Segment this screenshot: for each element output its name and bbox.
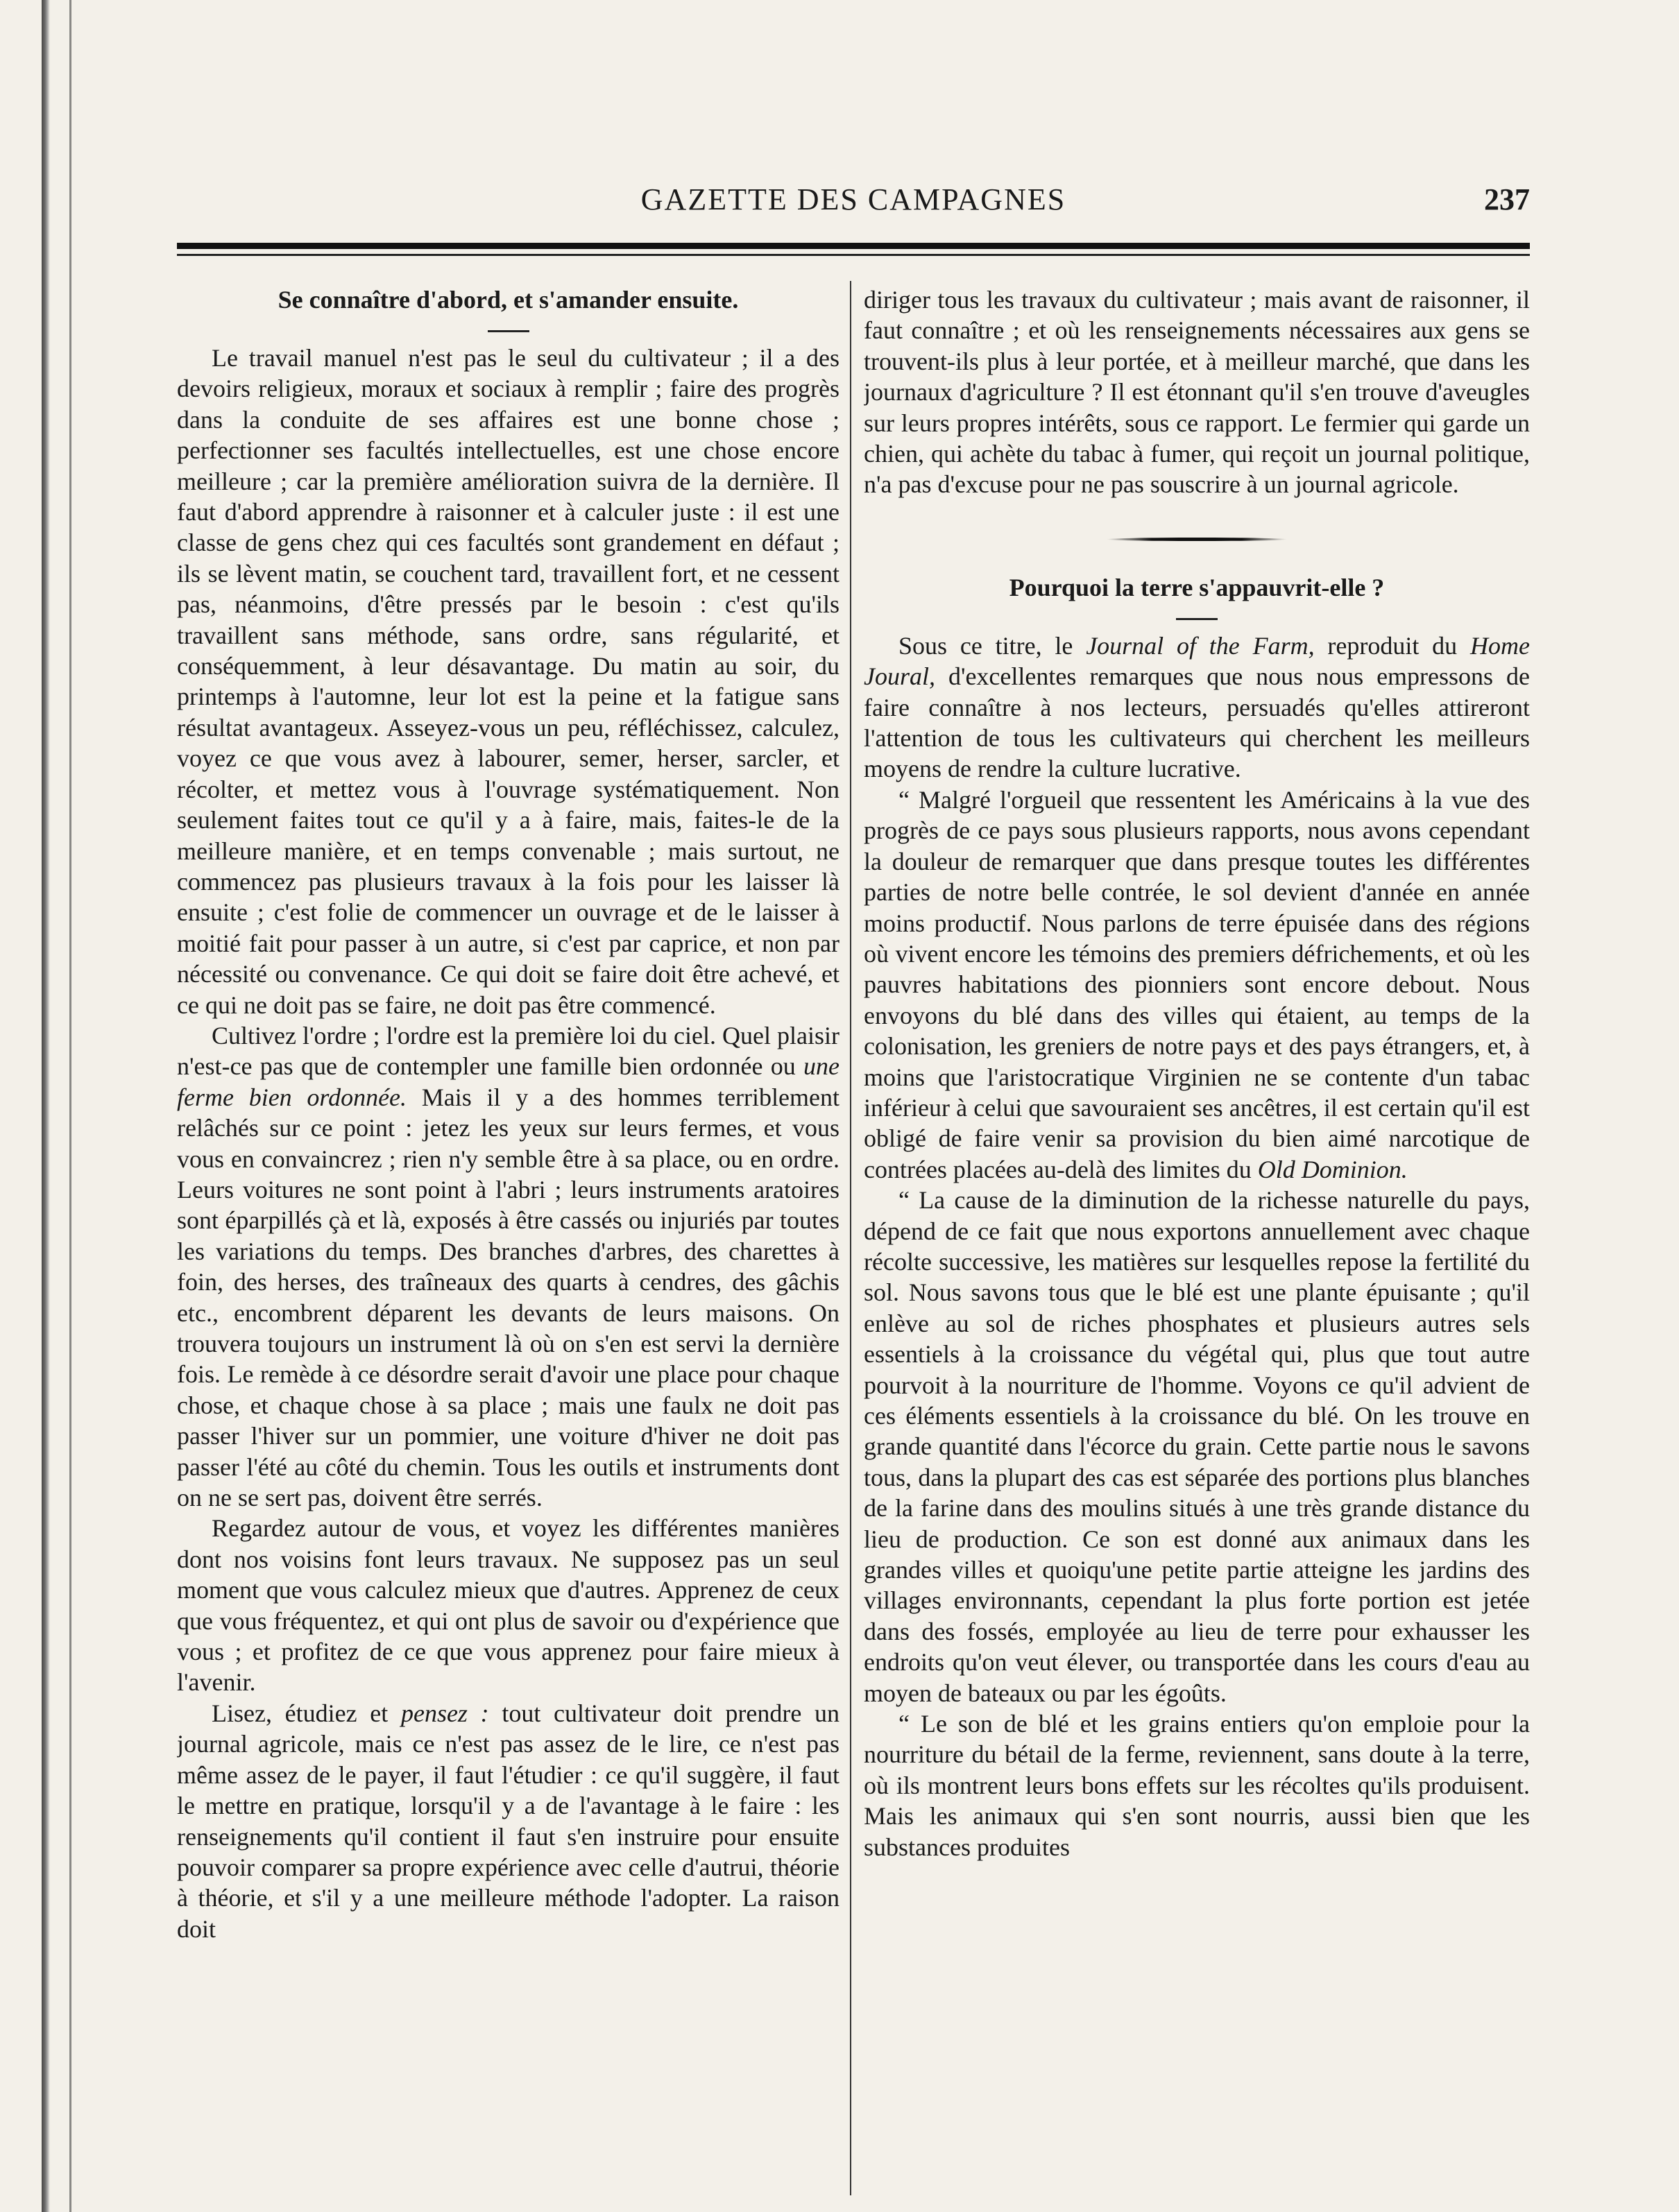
page-header [177,182,1530,223]
column-right [864,284,1530,2199]
header-rule-thin [177,254,1530,256]
header-rule-thick [177,243,1530,249]
paragraph: Regardez autour de vous, et voyez les différentes manières dont nos voisins font leurs travaux. Ne supposez pas un seul moment que vous calculez mieux que d'autres. Apprenez de ceux que vous fréquentez, et qui ont plus de savoir ou d'expérience que vous ; et profitez de ce que vous apprenez pour faire mieux à l'avenir. [177,1514,840,1697]
section-ornament-rule [864,513,1530,561]
paragraph-continued: diriger tous les travaux du cultivateur ; mais avant de raisonner, il faut connaître ; et où les renseignements nécessaires aux gens se trouvent-ils plus à leur portée, et à meilleur marché, que dans les journaux d'agriculture ? Il est étonnant qu'il s'en trouve d'aveugles sur leurs propres intérêts, sous ce rapport. Le fermier qui garde un chien, qui achète du tabac à fumer, qui reçoit un journal politique, n'a pas d'excuse pour ne pas souscrire à un journal agricole. [864,286,1530,499]
column-separator [850,281,851,2195]
paragraph: Cultivez l'ordre ; l'ordre est la première loi du ciel. Quel plaisir n'est-ce pas que de contempler une famille bien ordonnée ou une ferme bien ordonnée. Mais il y a des hommes terriblement relâchés sur ce point : jetez les yeux sur leurs fermes, et vous vous en convaincrez ; rien n'y semble être à sa place, ou en ordre. Leurs voitures ne sont point à l'abri ; leurs instruments aratoires sont éparpillés çà et là, exposés à être cassés ou injuriés par toutes les variations du temps. Des branches d'arbres, des charettes à foin, des herses, des traîneaux des quarts à cendres, des gâchis etc., encombrent déparent les devants de leurs maisons. On trouvera toujours un instrument là où on s'en est servi la dernière fois. Le remède à ce désordre serait d'avoir une place pour chaque chose, et chaque chose à sa place ; mais une faulx ne doit pas passer l'hiver sur un pommier, une voiture d'hiver ne doit pas passer l'été au côté du chemin. Tous les outils et instruments dont on ne se sert pas, doivent être serrés. [177,1021,840,1512]
paragraph: “ Malgré l'orgueil que ressentent les Américains à la vue des progrès de ce pays sous plusieurs rapports, nous avons cependant la douleur de remarquer que dans presque toutes les différentes parties de notre belle contrée, le sol devient d'année en année moins productif. Nous parlons de terre épuisée dans des régions où vivent encore les témoins des premiers défrichements, et où les pauvres habitations des pionniers sont encore debout. Nous envoyons du blé dans des villes qui étaient, au temps de la colonisation, les greniers de notre pays et des pays étrangers, et, à moins que l'aristocratique Virginien ne se contente d'un tabac inférieur à celui que savouraient ses ancêtres, il est certain qu'il est obligé de faire venir sa provision du bien aimé narcotique de contrées placées au-delà des limites du Old Dominion. [864,785,1530,1183]
page-binding-edge [42,0,50,2212]
paragraph: Lisez, étudiez et pensez : tout cultivateur doit prendre un journal agricole, mais ce n'est pas assez de le lire, ce n'est pas même assez de le payer, il faut l'étudier : ce qu'il suggère, il faut le mettre en pratique, lorsqu'il y a de l'avantage à le faire : les renseignements qu'il contient il faut s'en instruire pour ensuite pouvoir comparer sa propre expérience avec celle d'autrui, théorie à théorie, et s'il y a une meilleure méthode l'adopter. La raison doit [177,1699,840,1943]
column-left [177,284,840,2199]
running-title: GAZETTE DES CAMPAGNES [640,182,1066,216]
paragraph: “ Le son de blé et les grains entiers qu'on emploie pour la nourriture du bétail de la ferme, reviennent, sans doute à la terre, où ils montrent leurs bons effets sur les récoltes qu'ils produisent. Mais les animaux qui s'en sont nourris, aussi bien que les substances produites [864,1710,1530,1861]
title-dash [864,603,1530,631]
paragraph: Sous ce titre, le Journal of the Farm, reproduit du Home Joural, d'excellentes remarques que nous nous empressons de faire connaître à nos lecteurs, persuadés qu'elles attireront l'attention de tous les cultivateurs qui cherchent les meilleurs moyens de rendre la culture lucrative. [864,631,1530,783]
title-dash [177,315,840,343]
article-title: Se connaître d'abord, et s'amander ensuite. [278,286,739,314]
page-binding-line [69,0,71,2212]
paragraph: Le travail manuel n'est pas le seul du cultivateur ; il a des devoirs religieux, moraux et sociaux à remplir ; faire des progrès dans la conduite de ses affaires est une bonne chose ; perfectionner ses facultés intellectuelles, est une chose encore meilleure ; car la première amélioration suivra de la dernière. Il faut d'abord apprendre à raisonner et à calculer juste : il est une classe de gens chez qui ces facultés sont grandement en défaut ; ils se lèvent matin, se couchent tard, travaillent fort, et ne cessent pas, néanmoins, d'être pressés par le besoin : c'est qu'ils travaillent sans méthode, sans ordre, sans régularité, et conséquemment, à leur désavantage. Du matin au soir, du printemps à l'automne, leur lot est la peine et la fatigue sans résultat avantageux. Asseyez-vous un peu, réfléchissez, calculez, voyez ce que vous avez à labourer, semer, herser, sarcler, et récolter, et mettez vous à l'ouvrage systématiquement. Non seulement faites tout ce qu'il y a à faire, mais, faites-le de la meilleure manière, et en temps convenable ; mais surtout, ne commencez pas plusieurs travaux à la fois pour les laisser là ensuite ; c'est folie de commencer un ouvrage et de le laisser à moitié fait pour passer à un autre, si c'est par caprice, et non par nécessité ou convenance. Ce qui doit se faire doit être achevé, et ce qui ne doit pas se faire, ne doit pas être commencé. [177,344,840,1019]
page-number: 237 [1484,182,1530,216]
article-title: Pourquoi la terre s'appauvrit-elle ? [1009,573,1385,601]
paragraph: “ La cause de la diminution de la richesse naturelle du pays, dépend de ce fait que nous exportons annuellement avec chaque récolte successive, les matières sur lesquelles repose la fertilité du sol. Nous savons tous que le blé est une plante épuisante ; qu'il enlève au sol de riches phosphates et plusieurs autres sels essentiels à la croissance du végétal qui, plus que tout autre pourvoit à la nourriture de l'homme. Voyons ce qu'il advient de ces éléments essentiels à la croissance du blé. On les trouve en grande quantité dans l'écorce du grain. Cette partie nous le savons tous, dans la plupart des cas est séparée des portions plus blanches de la farine dans des moulins situés à une très grande distance du lieu de production. Ce son est donné aux animaux dans les grandes villes et quoiqu'une petite partie atteigne les jardins des villages environnants, cependant la plus forte portion est jetée dans des fossés, employée au lieu de terre pour exhausser les endroits qu'on veut élever, ou transportée dans les cours d'eau au moyen de bateaux ou par les égoûts. [864,1186,1530,1707]
